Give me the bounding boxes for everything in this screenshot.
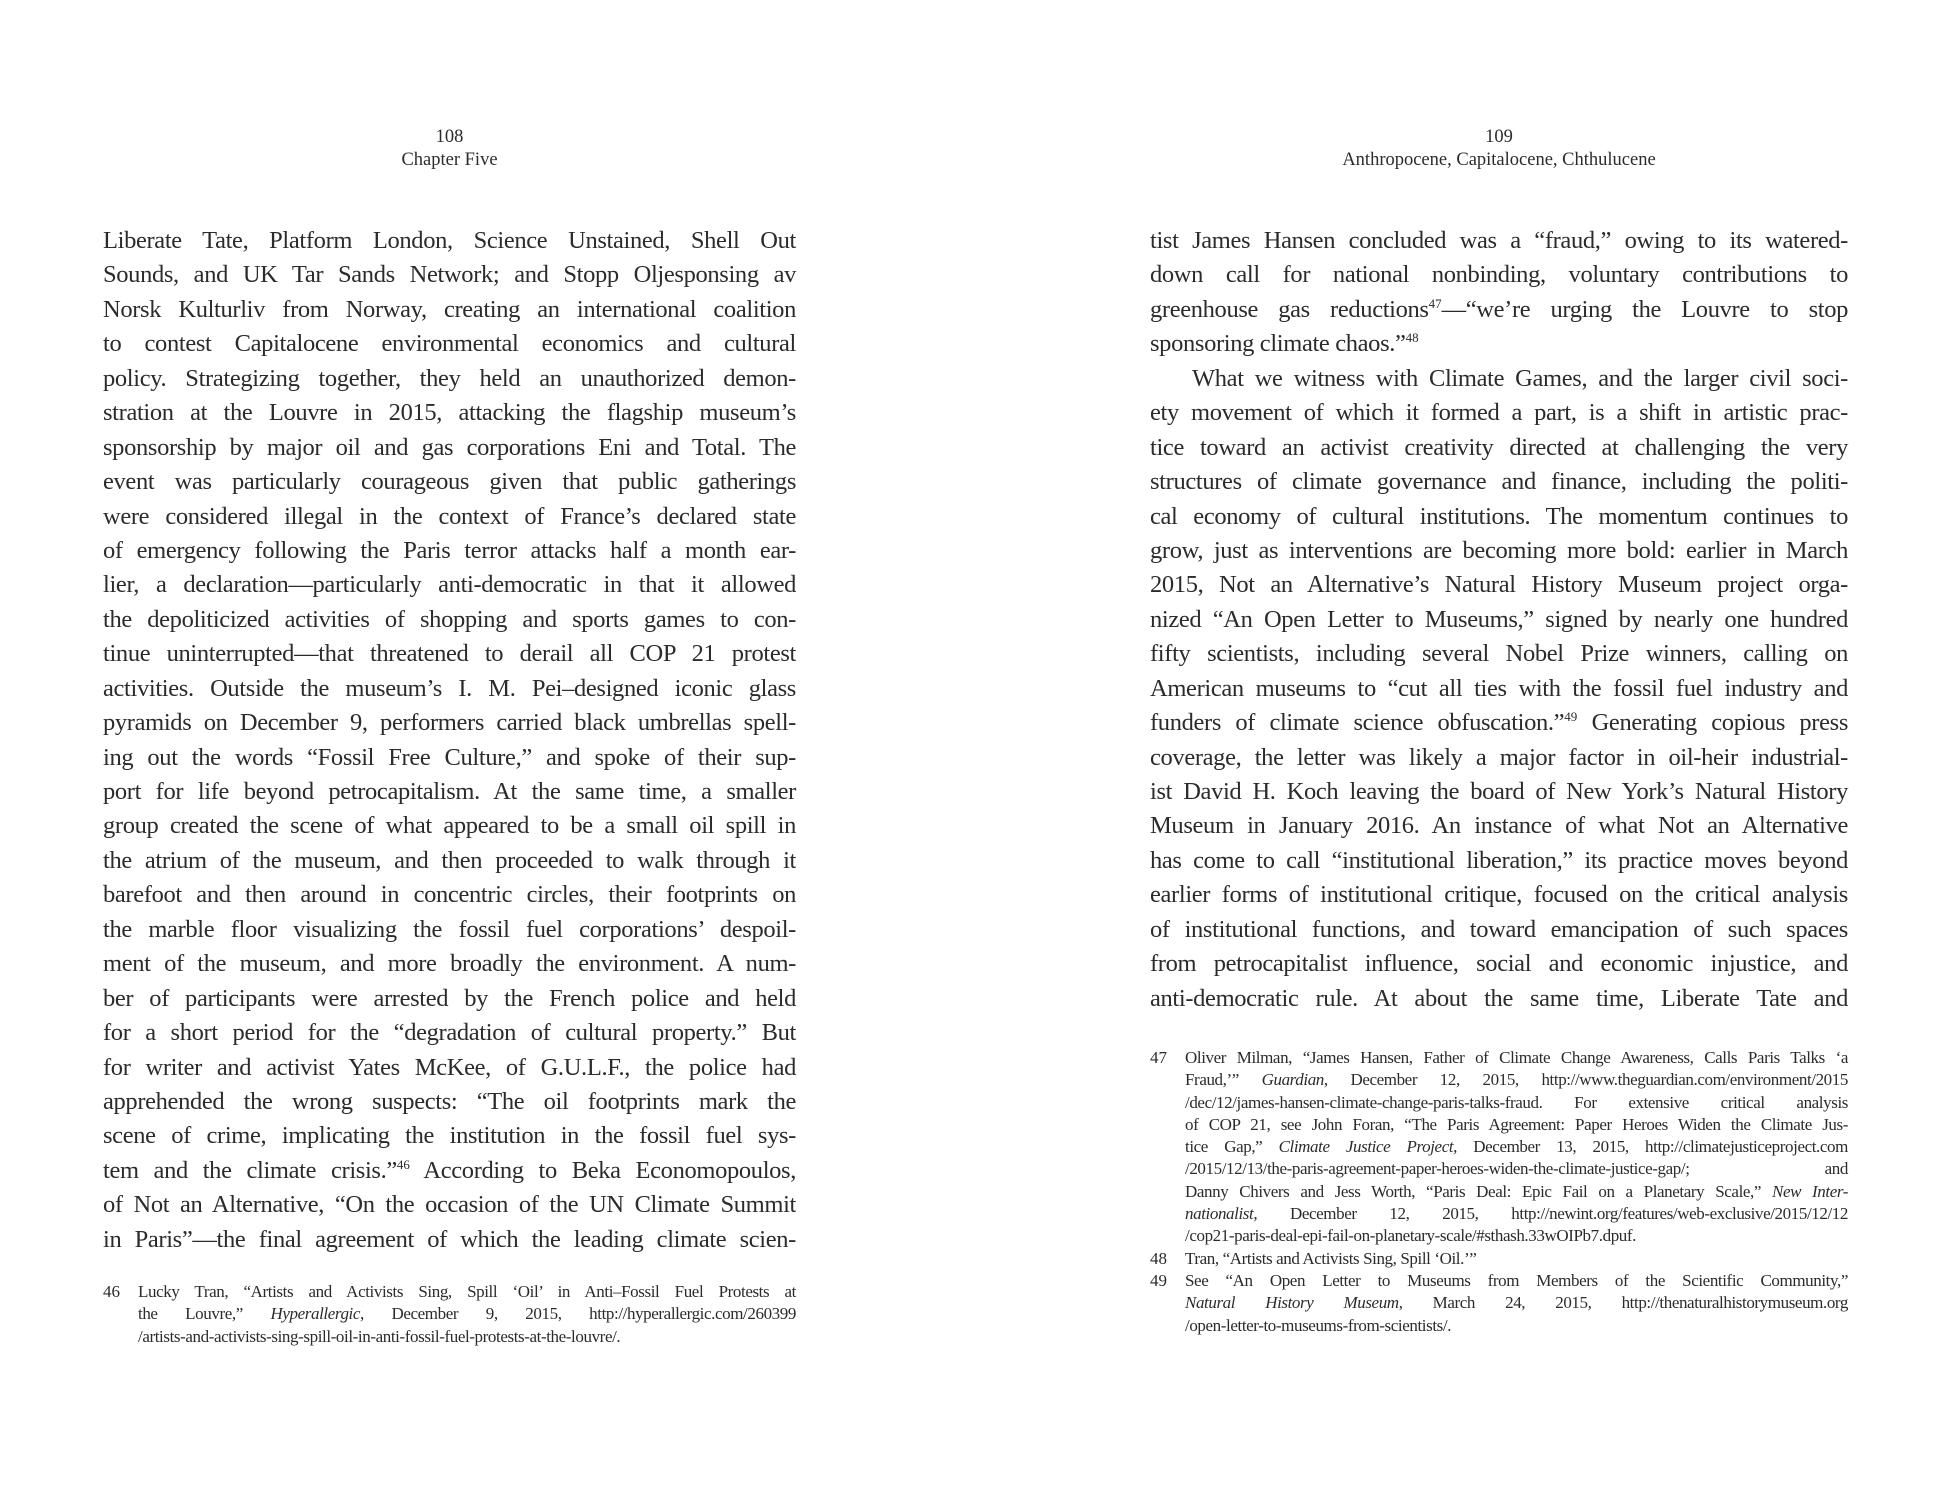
- body-line: event was particularly courageous given that public gatherings: [103, 468, 796, 496]
- body-line: barefoot and then around in concentric circles, their footprints on: [103, 881, 796, 909]
- body-line: sponsorship by major oil and gas corporations Eni and Total. The: [103, 433, 796, 461]
- body-line: in Paris”—the final agreement of which the leading climate scien-: [103, 1225, 796, 1253]
- body-line: of institutional functions, and toward emancipation of such spaces: [1150, 915, 1848, 943]
- body-text: According to Beka Economopoulos,: [409, 1156, 797, 1184]
- running-head-right: [1150, 126, 1848, 172]
- footnote-line: /cop21-paris-deal-epi-fail-on-planetary-scale/#sthash.33wOIPb7.dpuf.: [1185, 1226, 1637, 1246]
- body-line: for writer and activist Yates McKee, of G.U.L.F., the police had: [103, 1053, 796, 1081]
- footnote-49: [1150, 1270, 1848, 1337]
- footnote-number: 48: [1150, 1248, 1167, 1268]
- body-line: tinue uninterrupted—that threatened to derail all COP 21 protest: [103, 640, 796, 668]
- body-line: lier, a declaration—particularly anti-democratic in that it allowed: [103, 571, 796, 599]
- footnote-line: of COP 21, see John Foran, “The Paris Agreement: Paper Heroes Widen the Climate Jus-: [1185, 1114, 1848, 1134]
- right-page: [1150, 0, 1848, 1500]
- paragraph-start-line: What we witness with Climate Games, and the larger civil soci-: [1192, 364, 1848, 392]
- body-line: [1150, 706, 1848, 740]
- footnote-46: [103, 1281, 796, 1348]
- footnote-text: , December 12, 2015, http://newint.org/features/web-exclusive/2015/12/12: [1253, 1204, 1848, 1224]
- left-page: [103, 0, 796, 1500]
- footnote-line: [1185, 1292, 1848, 1314]
- chapter-title: Chapter Five: [401, 150, 498, 170]
- running-head-left: [103, 126, 796, 172]
- footnote-line: [1185, 1136, 1848, 1158]
- body-line: group created the scene of what appeared to be a small oil spill in: [103, 812, 796, 840]
- body-text: greenhouse gas reductions: [1150, 295, 1429, 323]
- footnote-text: Danny Chivers and Jess Worth, “Paris Deal: Epic Fail on a Planetary Scale,”: [1185, 1181, 1773, 1201]
- body-line: [1150, 293, 1848, 327]
- footnote-line: Tran, “Artists and Activists Sing, Spill ‘Oil.’”: [1185, 1248, 1477, 1268]
- publication-title: Hyperallergic: [270, 1304, 361, 1324]
- body-line: pyramids on December 9, performers carried black umbrellas spell-: [103, 709, 796, 737]
- body-line: activities. Outside the museum’s I. M. Pei–designed iconic glass: [103, 674, 796, 702]
- footnote-number: 47: [1150, 1048, 1167, 1067]
- body-line: apprehended the wrong suspects: “The oil footprints mark the: [103, 1087, 796, 1115]
- body-line: of Not an Alternative, “On the occasion of the UN Climate Summit: [103, 1191, 796, 1219]
- body-line: Museum in January 2016. An instance of what Not an Alternative: [1150, 812, 1848, 840]
- body-text: —“we’re urging the Louvre to stop: [1441, 295, 1849, 323]
- publication-title: New Inter-: [1772, 1181, 1848, 1201]
- body-text: sponsoring climate chaos.”: [1150, 330, 1406, 358]
- body-line: tice toward an activist creativity directed at challenging the very: [1150, 433, 1848, 461]
- body-text-right: [1150, 224, 1848, 1016]
- body-line: port for life beyond petrocapitalism. At the same time, a smaller: [103, 778, 796, 805]
- footnotes-right: [1150, 1047, 1848, 1337]
- footnote-ref-47[interactable]: 47: [1428, 295, 1442, 311]
- body-line: [103, 1154, 796, 1188]
- body-text-left: [103, 224, 796, 1257]
- footnote-number: 49: [1150, 1270, 1167, 1290]
- body-line: has come to call “institutional liberation,” its practice moves beyond: [1150, 846, 1848, 874]
- footnotes-left: [103, 1281, 796, 1348]
- body-line: the marble floor visualizing the fossil fuel corporations’ despoil-: [103, 915, 796, 943]
- body-line: cal economy of cultural institutions. The momentum continues to: [1150, 502, 1848, 530]
- publication-title: Natural History Museum: [1185, 1293, 1399, 1313]
- publication-title: Climate Justice Project: [1278, 1137, 1454, 1157]
- body-line: Liberate Tate, Platform London, Science Unstained, Shell Out: [103, 227, 796, 254]
- body-line: stration at the Louvre in 2015, attacking the flagship museum’s: [103, 399, 796, 427]
- body-line: of emergency following the Paris terror attacks half a month ear-: [103, 536, 796, 564]
- publication-title: Guardian: [1261, 1070, 1324, 1090]
- publication-title: nationalist: [1185, 1204, 1254, 1224]
- footnote-line: See “An Open Letter to Museums from Members of the Scientific Community,”: [1185, 1270, 1848, 1290]
- body-text: Generating copious press: [1577, 709, 1848, 737]
- footnote-line: Lucky Tran, “Artists and Activists Sing, Spill ‘Oil’ in Anti–Fossil Fuel Protests at: [138, 1282, 796, 1301]
- footnote-line: /dec/12/james-hansen-climate-change-paris-talks-fraud. For extensive critical analysis: [1185, 1092, 1848, 1112]
- body-text: funders of climate science obfuscation.”: [1150, 709, 1565, 737]
- footnote-number: 46: [103, 1282, 120, 1301]
- body-line: down call for national nonbinding, voluntary contributions to: [1150, 261, 1848, 289]
- body-line: fifty scientists, including several Nobel Prize winners, calling on: [1150, 640, 1848, 668]
- footnote-text: the Louvre,”: [138, 1304, 271, 1324]
- body-line: American museums to “cut all ties with the fossil fuel industry and: [1150, 674, 1848, 702]
- footnote-ref-46[interactable]: 46: [396, 1156, 410, 1172]
- body-line: for a short period for the “degradation of cultural property.” But: [103, 1019, 796, 1047]
- footnote-line: /2015/12/13/the-paris-agreement-paper-heroes-widen-the-climate-justice-gap/; and: [1185, 1159, 1848, 1179]
- footnote-text: tice Gap,”: [1185, 1137, 1279, 1157]
- body-text: tem and the climate crisis.”: [103, 1156, 397, 1184]
- footnote-48: [1150, 1248, 1848, 1270]
- body-line: coverage, the letter was likely a major factor in oil-heir industrial-: [1150, 743, 1848, 771]
- body-line: the atrium of the museum, and then proceeded to walk through it: [103, 846, 796, 874]
- footnote-line: [1185, 1181, 1848, 1203]
- body-line: ber of participants were arrested by the French police and held: [103, 984, 796, 1012]
- body-line: ing out the words “Fossil Free Culture,” and spoke of their sup-: [103, 743, 796, 771]
- body-line: tist James Hansen concluded was a “fraud,” owing to its watered-: [1150, 227, 1848, 254]
- chapter-title: Anthropocene, Capitalocene, Chthulucene: [1342, 150, 1656, 170]
- body-line: the depoliticized activities of shopping and sports games to con-: [103, 605, 796, 633]
- body-line: ety movement of which it formed a part, is a shift in artistic prac-: [1150, 399, 1848, 427]
- body-line: policy. Strategizing together, they held an unauthorized demon-: [103, 364, 796, 392]
- body-line: Norsk Kulturliv from Norway, creating an international coalition: [103, 295, 796, 323]
- footnote-text: , March 24, 2015, http://thenaturalhistorymuseum.org: [1398, 1293, 1848, 1313]
- footnote-line: [1185, 1203, 1848, 1225]
- body-line: from petrocapitalist influence, social and economic injustice, and: [1150, 950, 1848, 978]
- body-line: [1150, 327, 1848, 361]
- footnote-ref-49[interactable]: 49: [1564, 709, 1578, 725]
- footnote-line: /open-letter-to-museums-from-scientists/.: [1185, 1315, 1452, 1335]
- footnote-text: , December 12, 2015, http://www.theguardian.com/environment/2015: [1323, 1070, 1848, 1090]
- body-line: ment of the museum, and more broadly the environment. A num-: [103, 950, 796, 978]
- footnote-47: [1150, 1047, 1848, 1248]
- footnote-text: , December 9, 2015, http://hyperallergic.com/260399: [360, 1304, 796, 1324]
- footnote-line: [138, 1303, 796, 1325]
- footnote-text: , December 13, 2015, http://climatejusticeproject.com: [1453, 1137, 1848, 1157]
- body-line: ist David H. Koch leaving the board of New York’s Natural History: [1150, 778, 1848, 805]
- body-line: earlier forms of institutional critique, focused on the critical analysis: [1150, 881, 1848, 909]
- page-number: 108: [435, 127, 464, 147]
- body-line: to contest Capitalocene environmental economics and cultural: [103, 330, 796, 358]
- footnote-text: Fraud,’”: [1185, 1070, 1262, 1090]
- body-line: structures of climate governance and finance, including the politi-: [1150, 468, 1848, 496]
- footnote-line: Oliver Milman, “James Hansen, Father of Climate Change Awareness, Calls Paris Talks ‘a: [1185, 1048, 1848, 1067]
- footnote-line: /artists-and-activists-sing-spill-oil-in-anti-fossil-fuel-protests-at-the-louvre/.: [138, 1326, 621, 1346]
- page-number: 109: [1485, 127, 1513, 147]
- body-line: were considered illegal in the context of France’s declared state: [103, 502, 796, 530]
- body-line: nized “An Open Letter to Museums,” signed by nearly one hundred: [1150, 605, 1848, 633]
- footnote-line: [1185, 1069, 1848, 1091]
- footnote-ref-48[interactable]: 48: [1405, 330, 1419, 346]
- body-line: 2015, Not an Alternative’s Natural History Museum project orga-: [1150, 571, 1848, 599]
- body-line: scene of crime, implicating the institution in the fossil fuel sys-: [103, 1122, 796, 1150]
- body-line: grow, just as interventions are becoming more bold: earlier in March: [1150, 536, 1848, 564]
- body-line: Sounds, and UK Tar Sands Network; and Stopp Oljesponsing av: [103, 261, 796, 289]
- body-line: anti-democratic rule. At about the same time, Liberate Tate and: [1150, 984, 1848, 1012]
